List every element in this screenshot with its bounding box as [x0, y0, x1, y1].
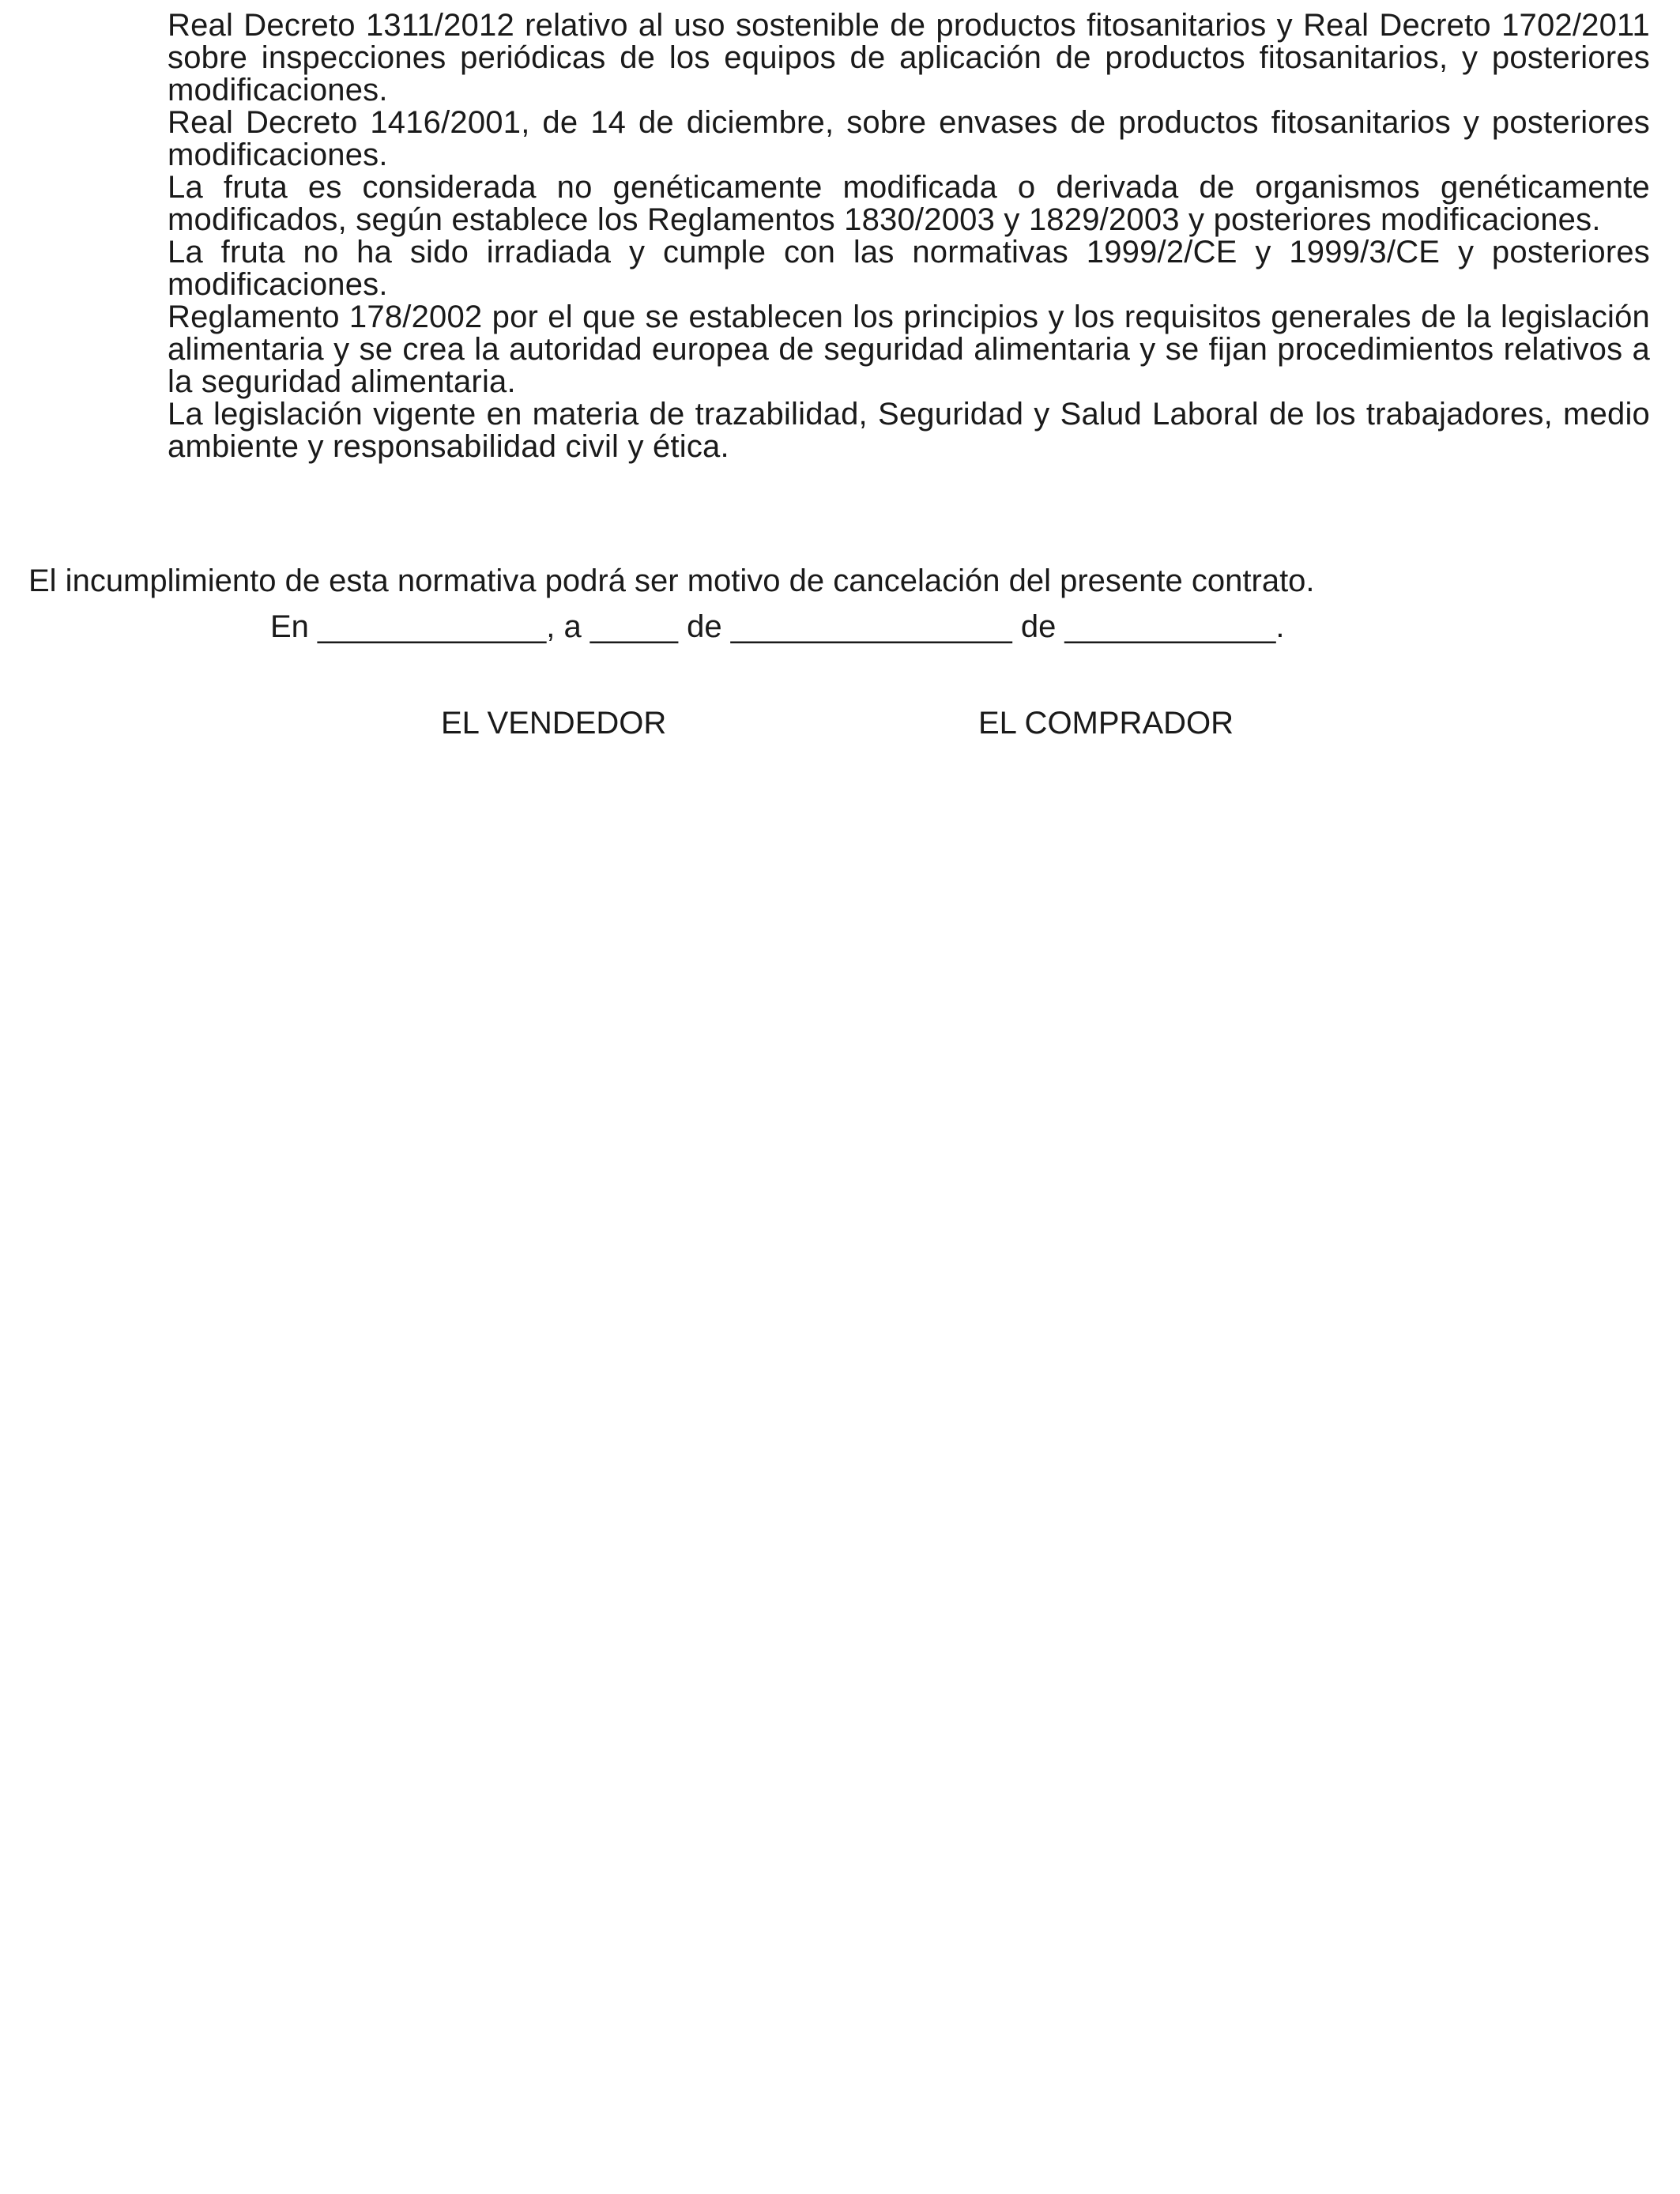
- regulation-list: [168, 9, 1650, 463]
- regulation-item: La fruta es considerada no genéticamente modificada o derivada de organismos genéticamente modificados, según establece los Reglamentos 1830/2003 y 1829/2003 y posteriores modificaciones.: [168, 170, 1650, 237]
- regulation-item: La legislación vigente en materia de trazabilidad, Seguridad y Salud Laboral de los trabajadores, medio ambiente y responsabilidad civil y ética.: [168, 397, 1650, 464]
- regulation-item: Reglamento 178/2002 por el que se establecen los principios y los requisitos generales de la legislación alimentaria y se crea la autoridad europea de seguridad alimentaria y se fijan procedimientos relativos a la seguridad alimentaria.: [168, 300, 1650, 399]
- closing-statement: El incumplimiento de esta normativa podrá ser motivo de cancelación del presente contrato.: [28, 564, 1315, 598]
- date-place-line: En _____________, a _____ de ________________ de ____________.: [270, 609, 1285, 644]
- seller-signature-label: EL VENDEDOR: [441, 706, 667, 741]
- regulation-item: La fruta no ha sido irradiada y cumple con las normativas 1999/2/CE y 1999/3/CE y posteriores modificaciones.: [168, 235, 1650, 302]
- regulation-item: Real Decreto 1416/2001, de 14 de diciembre, sobre envases de productos fitosanitarios y posteriores modificaciones.: [168, 105, 1650, 172]
- buyer-signature-label: EL COMPRADOR: [978, 706, 1234, 741]
- regulation-item: Real Decreto 1311/2012 relativo al uso sostenible de productos fitosanitarios y Real Decreto 1702/2011 sobre inspecciones periódicas de los equipos de aplicación de productos fitosanitarios, y posteriores modificaciones.: [168, 8, 1650, 107]
